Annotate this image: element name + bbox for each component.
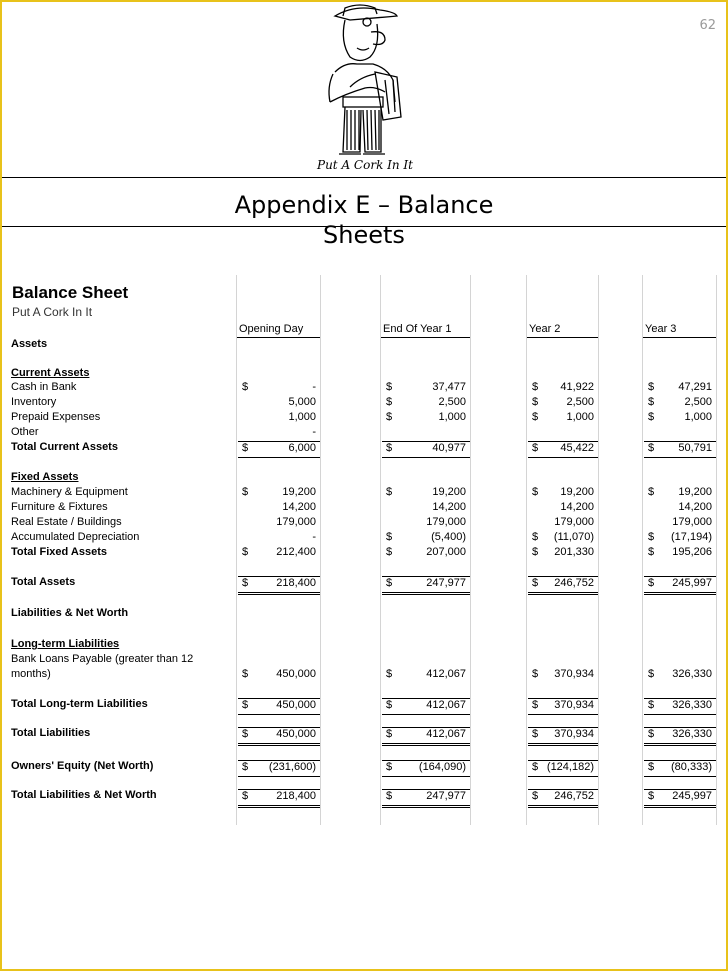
- currency-symbol: $: [386, 577, 393, 589]
- currency-symbol: $: [648, 486, 655, 498]
- table-row: [0, 411, 728, 426]
- row-label: Accumulated Depreciation: [11, 531, 140, 543]
- cell-value: 1,000: [288, 411, 316, 423]
- cell-value: 37,477: [432, 381, 466, 393]
- cell-value: 14,200: [282, 501, 316, 513]
- logo-cartoon-icon: [305, 2, 415, 162]
- table-cell: [382, 426, 470, 441]
- currency-symbol: $: [386, 761, 393, 773]
- table-cell: [382, 486, 470, 501]
- table-cell: [238, 789, 320, 808]
- cell-value: -: [312, 381, 316, 393]
- currency-symbol: $: [648, 411, 655, 423]
- cell-value: 245,997: [672, 790, 712, 802]
- table-row: [0, 441, 728, 456]
- cell-value: 19,200: [282, 486, 316, 498]
- currency-symbol: $: [242, 699, 249, 711]
- currency-symbol: $: [242, 486, 249, 498]
- sheet-title: Balance Sheet: [12, 283, 129, 302]
- row-label: Assets: [11, 338, 48, 350]
- currency-symbol: $: [242, 790, 249, 802]
- cell-value: 246,752: [554, 577, 594, 589]
- currency-symbol: $: [532, 790, 539, 802]
- currency-symbol: $: [242, 577, 249, 589]
- cell-value: 245,997: [672, 577, 712, 589]
- cell-value: (17,194): [671, 531, 712, 543]
- cell-value: 370,934: [554, 668, 594, 680]
- cell-value: 19,200: [560, 486, 594, 498]
- cell-value: 45,422: [560, 442, 594, 454]
- cell-value: 201,330: [554, 546, 594, 558]
- cell-value: 179,000: [554, 516, 594, 528]
- table-cell: [528, 576, 598, 595]
- currency-symbol: $: [532, 442, 539, 454]
- currency-symbol: $: [648, 790, 655, 802]
- cell-value: 247,977: [426, 577, 466, 589]
- cell-value: (11,070): [553, 531, 594, 543]
- table-row: [0, 516, 728, 531]
- cell-value: 326,330: [672, 728, 712, 740]
- row-label: Long-term Liabilities: [11, 638, 120, 650]
- table-cell: [238, 441, 320, 458]
- cell-value: (164,090): [418, 761, 466, 773]
- col-header-year3: Year 3: [645, 323, 677, 335]
- currency-symbol: $: [386, 699, 393, 711]
- table-cell: [528, 426, 598, 441]
- table-cell: [644, 396, 716, 411]
- row-label: Furniture & Fixtures: [11, 501, 108, 513]
- cell-value: 450,000: [276, 668, 316, 680]
- cell-value: 247,977: [426, 790, 466, 802]
- cell-value: 1,000: [566, 411, 594, 423]
- table-cell: [382, 668, 470, 683]
- table-cell: [382, 411, 470, 426]
- table-cell: [382, 727, 470, 746]
- table-cell: [528, 789, 598, 808]
- cell-value: 326,330: [672, 699, 712, 711]
- table-cell: [528, 760, 598, 777]
- table-row: [0, 338, 728, 353]
- table-cell: [238, 727, 320, 746]
- table-row: [0, 668, 728, 683]
- cell-value: 14,200: [678, 501, 712, 513]
- currency-symbol: $: [386, 728, 393, 740]
- table-cell: [528, 381, 598, 396]
- currency-symbol: $: [386, 668, 393, 680]
- row-label: Other: [11, 426, 39, 438]
- cell-value: (5,400): [431, 531, 466, 543]
- table-cell: [238, 381, 320, 396]
- table-row: [0, 501, 728, 516]
- row-label: Total Liabilities & Net Worth: [11, 789, 157, 801]
- currency-symbol: $: [242, 761, 249, 773]
- cell-value: 179,000: [426, 516, 466, 528]
- currency-symbol: $: [532, 531, 539, 543]
- table-cell: [528, 486, 598, 501]
- table-row: [0, 471, 728, 486]
- currency-symbol: $: [648, 761, 655, 773]
- row-label: Prepaid Expenses: [11, 411, 101, 423]
- cell-value: 326,330: [672, 668, 712, 680]
- table-cell: [644, 486, 716, 501]
- table-row: [0, 789, 728, 804]
- currency-symbol: $: [532, 761, 539, 773]
- row-label: Total Assets: [11, 576, 76, 588]
- currency-symbol: $: [386, 396, 393, 408]
- currency-symbol: $: [242, 442, 249, 454]
- currency-symbol: $: [648, 728, 655, 740]
- table-cell: [644, 501, 716, 516]
- table-cell: [528, 546, 598, 561]
- table-cell: [238, 516, 320, 531]
- row-label: Liabilities & Net Worth: [11, 607, 129, 619]
- table-cell: [382, 546, 470, 561]
- cell-value: 207,000: [426, 546, 466, 558]
- table-cell: [644, 516, 716, 531]
- col-header-opening: Opening Day: [239, 323, 304, 335]
- table-row: [0, 727, 728, 742]
- table-cell: [238, 668, 320, 683]
- cell-value: 246,752: [554, 790, 594, 802]
- table-cell: [644, 576, 716, 595]
- currency-symbol: $: [648, 577, 655, 589]
- currency-symbol: $: [532, 486, 539, 498]
- table-cell: [644, 441, 716, 458]
- table-row: [0, 546, 728, 561]
- table-cell: [528, 501, 598, 516]
- table-cell: [382, 501, 470, 516]
- table-cell: [528, 531, 598, 546]
- currency-symbol: $: [532, 668, 539, 680]
- cell-value: 14,200: [560, 501, 594, 513]
- table-cell: [644, 698, 716, 715]
- currency-symbol: $: [532, 699, 539, 711]
- table-cell: [238, 426, 320, 441]
- table-row: [0, 653, 728, 668]
- cell-value: 2,500: [438, 396, 466, 408]
- table-cell: [382, 531, 470, 546]
- table-cell: [238, 396, 320, 411]
- row-label: months): [11, 668, 51, 680]
- cell-value: (231,600): [268, 761, 316, 773]
- currency-symbol: $: [386, 381, 393, 393]
- col-header-year1: End Of Year 1: [383, 323, 452, 335]
- row-label: Total Current Assets: [11, 441, 118, 453]
- table-cell: [528, 396, 598, 411]
- cell-value: 218,400: [276, 577, 316, 589]
- row-label: Inventory: [11, 396, 57, 408]
- cell-value: 218,400: [276, 790, 316, 802]
- currency-symbol: $: [648, 442, 655, 454]
- row-label: Owners' Equity (Net Worth): [11, 760, 154, 772]
- cell-value: 19,200: [678, 486, 712, 498]
- table-cell: [238, 576, 320, 595]
- table-row: [0, 381, 728, 396]
- table-cell: [644, 381, 716, 396]
- cell-value: (80,333): [671, 761, 712, 773]
- row-label: Fixed Assets: [11, 471, 79, 483]
- currency-symbol: $: [648, 699, 655, 711]
- cell-value: 450,000: [276, 699, 316, 711]
- cell-value: 1,000: [684, 411, 712, 423]
- currency-symbol: $: [648, 668, 655, 680]
- appendix-title-cont: Sheets: [323, 221, 405, 249]
- currency-symbol: $: [648, 531, 655, 543]
- currency-symbol: $: [648, 396, 655, 408]
- table-cell: [238, 411, 320, 426]
- logo-caption: Put A Cork In It: [317, 158, 413, 172]
- table-cell: [238, 531, 320, 546]
- table-cell: [528, 727, 598, 746]
- cell-value: 5,000: [288, 396, 316, 408]
- table-cell: [382, 698, 470, 715]
- table-cell: [382, 441, 470, 458]
- table-row: [0, 638, 728, 653]
- table-cell: [644, 789, 716, 808]
- cell-value: 179,000: [672, 516, 712, 528]
- currency-symbol: $: [386, 546, 393, 558]
- table-cell: [644, 727, 716, 746]
- cell-value: 40,977: [432, 442, 466, 454]
- cell-value: 370,934: [554, 699, 594, 711]
- table-cell: [644, 531, 716, 546]
- table-cell: [382, 576, 470, 595]
- table-cell: [382, 381, 470, 396]
- cell-value: 412,067: [426, 699, 466, 711]
- header-rule-top: [2, 177, 726, 178]
- table-cell: [382, 760, 470, 777]
- page-number: 62: [699, 18, 716, 33]
- table-row: [0, 698, 728, 713]
- cell-value: 179,000: [276, 516, 316, 528]
- cell-value: 2,500: [566, 396, 594, 408]
- row-label: Cash in Bank: [11, 381, 77, 393]
- col-header-year2: Year 2: [529, 323, 561, 335]
- table-cell: [644, 668, 716, 683]
- currency-symbol: $: [386, 442, 393, 454]
- currency-symbol: $: [648, 381, 655, 393]
- table-cell: [238, 760, 320, 777]
- currency-symbol: $: [386, 790, 393, 802]
- table-row: [0, 531, 728, 546]
- table-row: [0, 760, 728, 775]
- currency-symbol: $: [532, 728, 539, 740]
- cell-value: (124,182): [546, 761, 594, 773]
- currency-symbol: $: [648, 546, 655, 558]
- cell-value: 1,000: [438, 411, 466, 423]
- cell-value: 212,400: [276, 546, 316, 558]
- table-row: [0, 396, 728, 411]
- table-cell: [238, 486, 320, 501]
- row-label: Bank Loans Payable (greater than 12: [11, 653, 194, 665]
- currency-symbol: $: [386, 531, 393, 543]
- currency-symbol: $: [242, 381, 249, 393]
- row-label: Total Long-term Liabilities: [11, 698, 148, 710]
- cell-value: 19,200: [432, 486, 466, 498]
- table-row: [0, 576, 728, 591]
- table-cell: [238, 546, 320, 561]
- table-cell: [528, 516, 598, 531]
- table-cell: [528, 698, 598, 715]
- table-cell: [644, 426, 716, 441]
- table-cell: [382, 396, 470, 411]
- table-cell: [644, 546, 716, 561]
- row-label: Total Fixed Assets: [11, 546, 107, 558]
- table-cell: [238, 501, 320, 516]
- currency-symbol: $: [386, 486, 393, 498]
- cell-value: 412,067: [426, 668, 466, 680]
- cell-value: 2,500: [684, 396, 712, 408]
- currency-symbol: $: [242, 728, 249, 740]
- cell-value: 370,934: [554, 728, 594, 740]
- currency-symbol: $: [532, 577, 539, 589]
- cell-value: 47,291: [678, 381, 712, 393]
- currency-symbol: $: [532, 396, 539, 408]
- table-row: [0, 367, 728, 382]
- sheet-company: Put A Cork In It: [12, 305, 93, 319]
- row-label: Real Estate / Buildings: [11, 516, 122, 528]
- table-cell: [644, 760, 716, 777]
- currency-symbol: $: [532, 546, 539, 558]
- currency-symbol: $: [532, 381, 539, 393]
- cell-value: -: [312, 426, 316, 438]
- cell-value: 50,791: [678, 442, 712, 454]
- cell-value: 6,000: [288, 442, 316, 454]
- cell-value: 41,922: [560, 381, 594, 393]
- table-cell: [238, 698, 320, 715]
- currency-symbol: $: [532, 411, 539, 423]
- row-label: Machinery & Equipment: [11, 486, 128, 498]
- cell-value: -: [312, 531, 316, 543]
- table-cell: [382, 516, 470, 531]
- table-cell: [528, 411, 598, 426]
- currency-symbol: $: [386, 411, 393, 423]
- table-row: [0, 426, 728, 441]
- table-cell: [528, 441, 598, 458]
- row-label: Current Assets: [11, 367, 90, 379]
- cell-value: 14,200: [432, 501, 466, 513]
- row-label: Total Liabilities: [11, 727, 91, 739]
- cell-value: 450,000: [276, 728, 316, 740]
- table-cell: [382, 789, 470, 808]
- cell-value: 412,067: [426, 728, 466, 740]
- cell-value: 195,206: [672, 546, 712, 558]
- currency-symbol: $: [242, 668, 249, 680]
- currency-symbol: $: [242, 546, 249, 558]
- table-row: [0, 486, 728, 501]
- table-cell: [528, 668, 598, 683]
- appendix-title: Appendix E – Balance: [234, 191, 494, 219]
- table-row: [0, 607, 728, 622]
- table-cell: [644, 411, 716, 426]
